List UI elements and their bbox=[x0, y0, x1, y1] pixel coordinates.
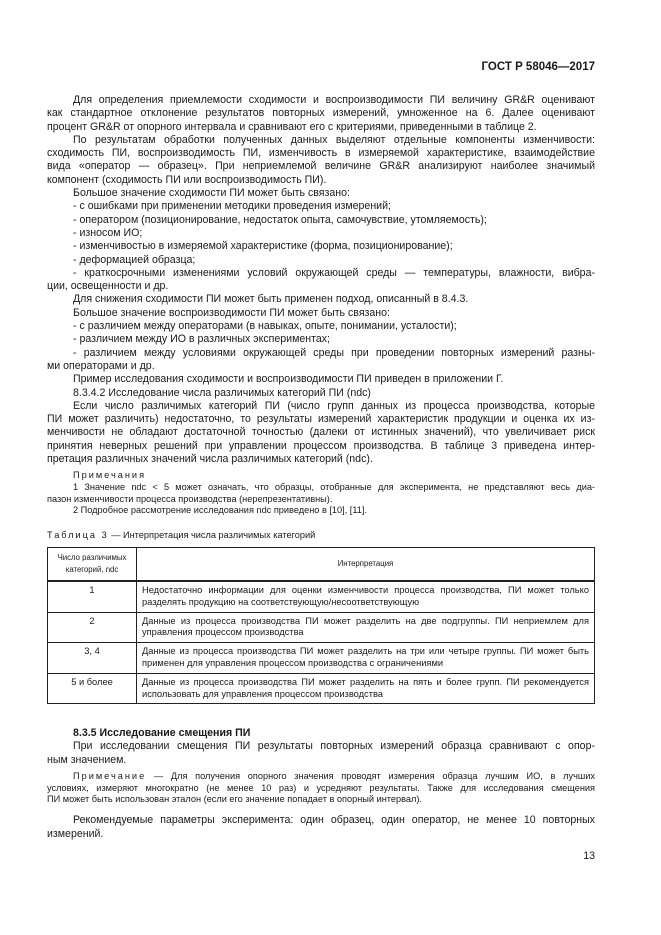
text-line: принятия неверных решений при управлении процессом производства. В таблице 3 приведена интер- bbox=[47, 439, 595, 452]
interpretation-cell: Данные из процесса производства ПИ может разделить на пять и более групп. ПИ рекомендуется использовать для управления процессом производства bbox=[137, 673, 595, 704]
ndc-cell: 2 bbox=[48, 612, 137, 643]
text-line: При исследовании смещения ПИ результаты повторных измерений образца сравнивают с опор- bbox=[73, 740, 595, 753]
text-line: Для определения приемлемости сходимости и воспроизводимости ПИ величину GR&R оценивают bbox=[73, 94, 595, 106]
body-text bbox=[47, 94, 595, 466]
text-line: претация различных значений числа различимых категорий (ndc). bbox=[47, 453, 373, 466]
interpretation-cell: Данные из процесса производства ПИ может разделить на две подгруппы. ПИ неприемлем для управления процессом производства bbox=[137, 612, 595, 643]
text-line: менчивости не обладают достаточной точностью (далеки от истинных значений), что увеличивает риск bbox=[47, 426, 595, 439]
text-line: как стандартное отклонение результатов повторных измерений, умноженное на 6. Далее оценивают bbox=[47, 107, 595, 120]
text-line: - изменчивостью в измеряемой характеристике (форма, позиционирование); bbox=[73, 240, 453, 253]
interpretation-cell: Недостаточно информации для оценки изменчивости процесса производства, ПИ может только разделять продукцию на соответствующую/несоответствующую bbox=[137, 581, 595, 612]
table-row bbox=[48, 581, 595, 612]
note-line: пазон изменчивости процесса производства (нерепрезентативны). bbox=[47, 493, 333, 504]
document-header: ГОСТ Р 58046—2017 bbox=[481, 61, 595, 73]
text-line: ным значением. bbox=[47, 753, 127, 766]
text-line: Рекомендуемые параметры эксперимента: один образец, один оператор, не менее 10 повторных bbox=[73, 814, 595, 827]
text-line: - деформацией образца; bbox=[73, 253, 196, 266]
text-line: - оператором (позиционирование, недостаток опыта, самочувствие, утомляемость); bbox=[73, 213, 487, 226]
table-caption-label: Таблица 3 bbox=[47, 530, 109, 540]
notes-title: Примечания bbox=[73, 470, 147, 480]
table-row bbox=[48, 673, 595, 704]
interpretation-cell: Данные из процесса производства ПИ может разделить на три или четыре группы. ПИ может быть применен для управления процессом производства с ограничениями bbox=[137, 643, 595, 674]
header-interpretation: Интерпретация bbox=[137, 548, 595, 582]
text-line: - различием между ИО в различных экспериментах; bbox=[73, 333, 330, 346]
table-caption-text: — Интерпретация числа различимых категорий bbox=[108, 530, 316, 540]
header-ndc: Число различимых категорий, ndc bbox=[48, 548, 137, 582]
text-line: ПИ может различить) недостаточно, то результаты измерений характеристик продукции и оценка их из- bbox=[47, 413, 595, 426]
text-line: ми операторами и др. bbox=[47, 359, 155, 372]
text-line: Большое значение воспроизводимости ПИ может быть связано: bbox=[73, 306, 390, 319]
note-line: ПИ может быть использован эталон (если его значение попадает в опорный интервал). bbox=[47, 794, 422, 805]
text-line: 8.3.4.2 Исследование числа различимых категорий ПИ (ndc) bbox=[73, 386, 371, 399]
text-line: - с ошибками при применении методики проведения измерений; bbox=[73, 200, 391, 213]
text-line: компонент (сходимость ПИ или воспроизводимость ПИ). bbox=[47, 173, 327, 186]
notes bbox=[47, 470, 595, 517]
section-8-3-5 bbox=[47, 727, 595, 841]
table-row bbox=[48, 612, 595, 643]
text-line: Для снижения сходимости ПИ может быть применен подход, описанный в 8.4.3. bbox=[73, 293, 469, 306]
text-line: По результатам обработки полученных данных выделяют отдельные компоненты изменчивости: bbox=[73, 133, 595, 146]
note-line: 2 Подробное рассмотрение исследования ndc приведено в [10], [11]. bbox=[73, 505, 367, 516]
ndc-cell: 3, 4 bbox=[48, 643, 137, 674]
ndc-table bbox=[47, 547, 595, 704]
table-header-row bbox=[48, 548, 595, 582]
text-line: - различием между условиями окружающей среды при проведении повторных измерений разны- bbox=[73, 346, 595, 359]
text-line: Пример исследования сходимости и воспроизводимости ПИ приведен в приложении Г. bbox=[73, 373, 504, 386]
note-line: 1 Значение ndc < 5 может означать, что образцы, отобранные для эксперимента, не представляют весь диа- bbox=[73, 481, 595, 492]
table-caption bbox=[47, 530, 595, 542]
note-line: условиях, измеряют многократно (не менее 10 раз) и усредняют результаты. Также для исследования смещения bbox=[47, 782, 595, 793]
text-line: процент GR&R от опорного интервала и сравнивают его с критериями, приведенными в таблице 2. bbox=[47, 120, 537, 133]
text-line: - износом ИО; bbox=[73, 226, 143, 239]
note-line: — Для получения опорного значения проводят измерения образца лучшим ИО, в лучших bbox=[146, 770, 595, 781]
text-line: Большое значение сходимости ПИ может быть связано: bbox=[73, 187, 350, 200]
section-heading: 8.3.5 Исследование смещения ПИ bbox=[73, 727, 251, 739]
text-line: вида «оператор — образец». При неприемлемой величине GR&R анализируют наиболее значимый bbox=[47, 160, 595, 173]
text-line: сходимость ПИ, воспроизводимость ПИ, изменчивость в измеряемой характеристике, взаимодействие bbox=[47, 147, 595, 160]
page-number: 13 bbox=[583, 850, 595, 862]
text-line: - с различием между операторами (в навыках, опыте, понимании, усталости); bbox=[73, 320, 457, 333]
table-row bbox=[48, 643, 595, 674]
ndc-cell: 1 bbox=[48, 581, 137, 612]
text-line: Если число различимых категорий ПИ (число групп данных из процесса производства, которые bbox=[73, 399, 595, 412]
text-line: - краткосрочными изменениями условий окружающей среды — температуры, влажности, вибра- bbox=[73, 266, 595, 279]
text-line: измерений. bbox=[47, 827, 104, 840]
note-label: Примечание bbox=[73, 770, 147, 781]
text-line: ции, освещенности и др. bbox=[47, 280, 169, 293]
ndc-cell: 5 и более bbox=[48, 673, 137, 704]
